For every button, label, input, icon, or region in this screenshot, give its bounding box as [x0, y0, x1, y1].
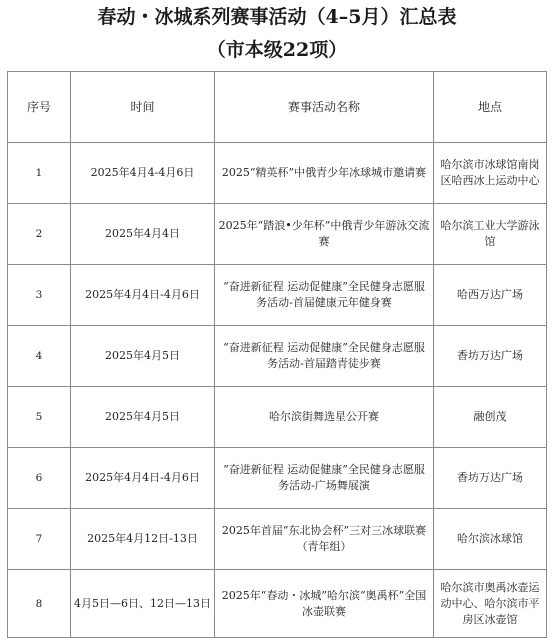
table-row	[8, 143, 547, 204]
row-location: 哈西万达广场	[434, 265, 547, 326]
row-event-name: “奋进新征程 运动促健康”全民健身志愿服务活动-首届踏青徒步赛	[215, 326, 434, 387]
row-location: 哈尔滨冰球馆	[434, 509, 547, 570]
row-event-name: 哈尔滨街舞选星公开赛	[215, 387, 434, 448]
row-event-name: 2025年“春动・冰城”哈尔滨“奥禹杯”全国冰壶联赛	[215, 570, 434, 638]
table-row	[8, 509, 547, 570]
row-event-name: 2025“精英杯”中俄青少年冰球城市邀请赛	[215, 143, 434, 204]
table-header-row	[8, 72, 547, 143]
row-index: 1	[8, 143, 71, 204]
row-index: 7	[8, 509, 71, 570]
table-row	[8, 570, 547, 638]
row-event-name: 2025年首届“东北协会杯”三对三冰球联赛（青年组）	[215, 509, 434, 570]
row-location: 融创茂	[434, 387, 547, 448]
header-index: 序号	[8, 72, 71, 143]
row-date: 2025年4月4-4月6日	[71, 143, 215, 204]
row-location: 哈尔滨工业大学游泳馆	[434, 204, 547, 265]
row-index: 8	[8, 570, 71, 638]
header-location: 地点	[434, 72, 547, 143]
row-index: 3	[8, 265, 71, 326]
row-index: 4	[8, 326, 71, 387]
row-date: 2025年4月5日	[71, 387, 215, 448]
row-date: 2025年4月4日-4月6日	[71, 265, 215, 326]
document-subtitle: （市本级22项）	[206, 39, 348, 61]
row-date: 4月5日—6日、12日—13日	[71, 570, 215, 638]
row-event-name: 2025年“踏浪•少年杯”中俄青少年游泳交流赛	[215, 204, 434, 265]
row-date: 2025年4月5日	[71, 326, 215, 387]
row-location: 哈尔滨市奥禹冰壶运动中心、哈尔滨市平房区冰壶馆	[434, 570, 547, 638]
row-location: 哈尔滨市冰球馆南岗区哈西冰上运动中心	[434, 143, 547, 204]
table-row	[8, 448, 547, 509]
header-time: 时间	[71, 72, 215, 143]
events-table	[7, 71, 547, 638]
table-row	[8, 326, 547, 387]
table-row	[8, 387, 547, 448]
row-index: 6	[8, 448, 71, 509]
row-date: 2025年4月4日-4月6日	[71, 448, 215, 509]
table-row	[8, 204, 547, 265]
row-location: 香坊万达广场	[434, 326, 547, 387]
row-event-name: “奋进新征程 运动促健康”全民健身志愿服务活动-广场舞展演	[215, 448, 434, 509]
row-index: 5	[8, 387, 71, 448]
row-index: 2	[8, 204, 71, 265]
row-location: 香坊万达广场	[434, 448, 547, 509]
document-title: 春动・冰城系列赛事活动（4–5月）汇总表	[97, 6, 457, 28]
row-date: 2025年4月4日	[71, 204, 215, 265]
header-event-name: 赛事活动名称	[215, 72, 434, 143]
row-event-name: “奋进新征程 运动促健康”全民健身志愿服务活动-首届健康元年健身赛	[215, 265, 434, 326]
row-date: 2025年4月12日-13日	[71, 509, 215, 570]
table-row	[8, 265, 547, 326]
